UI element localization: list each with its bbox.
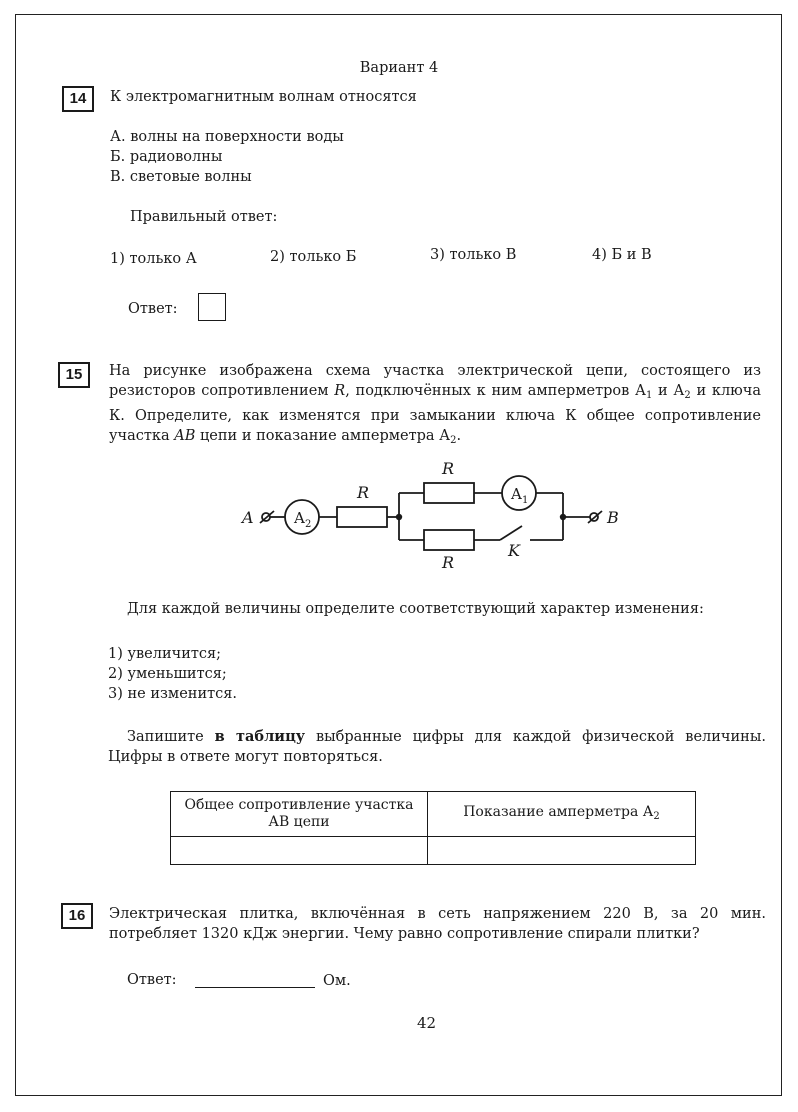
q14-option-4[interactable]: 4) Б и В bbox=[592, 247, 652, 263]
table-cell-resistance[interactable] bbox=[171, 837, 428, 865]
q15-choice-3: 3) не изменится. bbox=[108, 686, 238, 702]
table-header-resistance: Общее сопротивление участка АВ цепи bbox=[171, 792, 428, 837]
q15-choice-1: 1) увеличится; bbox=[108, 646, 222, 662]
ammeter-a1-sub: 1 bbox=[522, 495, 529, 506]
q14-statement-a: А. волны на поверхности воды bbox=[110, 129, 344, 145]
junction-dot-right bbox=[560, 514, 566, 520]
variant-header: Вариант 4 bbox=[359, 60, 439, 76]
q14-answer-box[interactable] bbox=[198, 293, 226, 321]
q14-option-3[interactable]: 3) только В bbox=[430, 247, 517, 263]
answer-table bbox=[170, 791, 696, 865]
q16-unit: Ом. bbox=[323, 973, 351, 989]
q15-choice-2: 2) уменьшится; bbox=[108, 666, 227, 682]
q14-option-1[interactable]: 1) только А bbox=[110, 251, 197, 267]
label-r-series: R bbox=[357, 483, 370, 502]
ammeter-a1-letter: A bbox=[511, 485, 522, 503]
resistor-bottom bbox=[424, 530, 474, 550]
question-15-text: На рисунке изображена схема участка электрической цепи, состоящего из резисторов сопротивлением R, подключённых к ним амперметров $А_1$ и $А_2$ и ключа К. Определите, как изменятся при замыкании ключа К общее сопротивление участка AB цепи и показание амперметра $А_2$. bbox=[109, 363, 762, 446]
q15-write-instruction: Запишите в таблицу выбранные цифры для каждой физической величины. Цифры в ответе могут повторяться. bbox=[108, 728, 766, 765]
ammeter-a2-letter: A bbox=[294, 509, 305, 527]
resistor-series bbox=[337, 507, 387, 527]
table-cell-ammeter[interactable] bbox=[428, 837, 696, 865]
question-16-number: 16 bbox=[61, 903, 93, 929]
question-15-number: 15 bbox=[58, 362, 90, 388]
q14-answer-label: Ответ: bbox=[128, 301, 178, 317]
resistor-top bbox=[424, 483, 474, 503]
junction-dot-left bbox=[396, 514, 402, 520]
label-r-bottom: R bbox=[442, 553, 455, 572]
label-r-top: R bbox=[442, 459, 455, 478]
table-header-ammeter: Показание амперметра $А_2$ bbox=[428, 792, 696, 837]
q15-instruction: Для каждой величины определите соответствующий характер изменения: bbox=[127, 601, 704, 617]
question-16-text: Электрическая плитка, включённая в сеть напряжением 220 В, за 20 мин. потребляет 1320 кДж энергии. Чему равно сопротивление спирали плитки? bbox=[109, 906, 766, 942]
circuit-diagram bbox=[230, 450, 640, 580]
ammeter-a2-sub: 2 bbox=[305, 519, 312, 530]
switch-k bbox=[500, 526, 522, 540]
q16-answer-line[interactable] bbox=[195, 987, 315, 988]
label-k: K bbox=[508, 541, 520, 560]
question-14-number: 14 bbox=[62, 86, 94, 112]
label-b: B bbox=[607, 508, 619, 527]
label-a: A bbox=[242, 508, 254, 527]
q14-statement-c: В. световые волны bbox=[110, 169, 252, 185]
q14-option-2[interactable]: 2) только Б bbox=[270, 249, 357, 265]
q14-correct-label: Правильный ответ: bbox=[130, 209, 278, 225]
question-14-text: К электромагнитным волнам относятся bbox=[110, 89, 417, 105]
page-number: 42 bbox=[416, 1014, 437, 1032]
q16-answer-label: Ответ: bbox=[127, 972, 177, 988]
q14-statement-b: Б. радиоволны bbox=[110, 149, 223, 165]
